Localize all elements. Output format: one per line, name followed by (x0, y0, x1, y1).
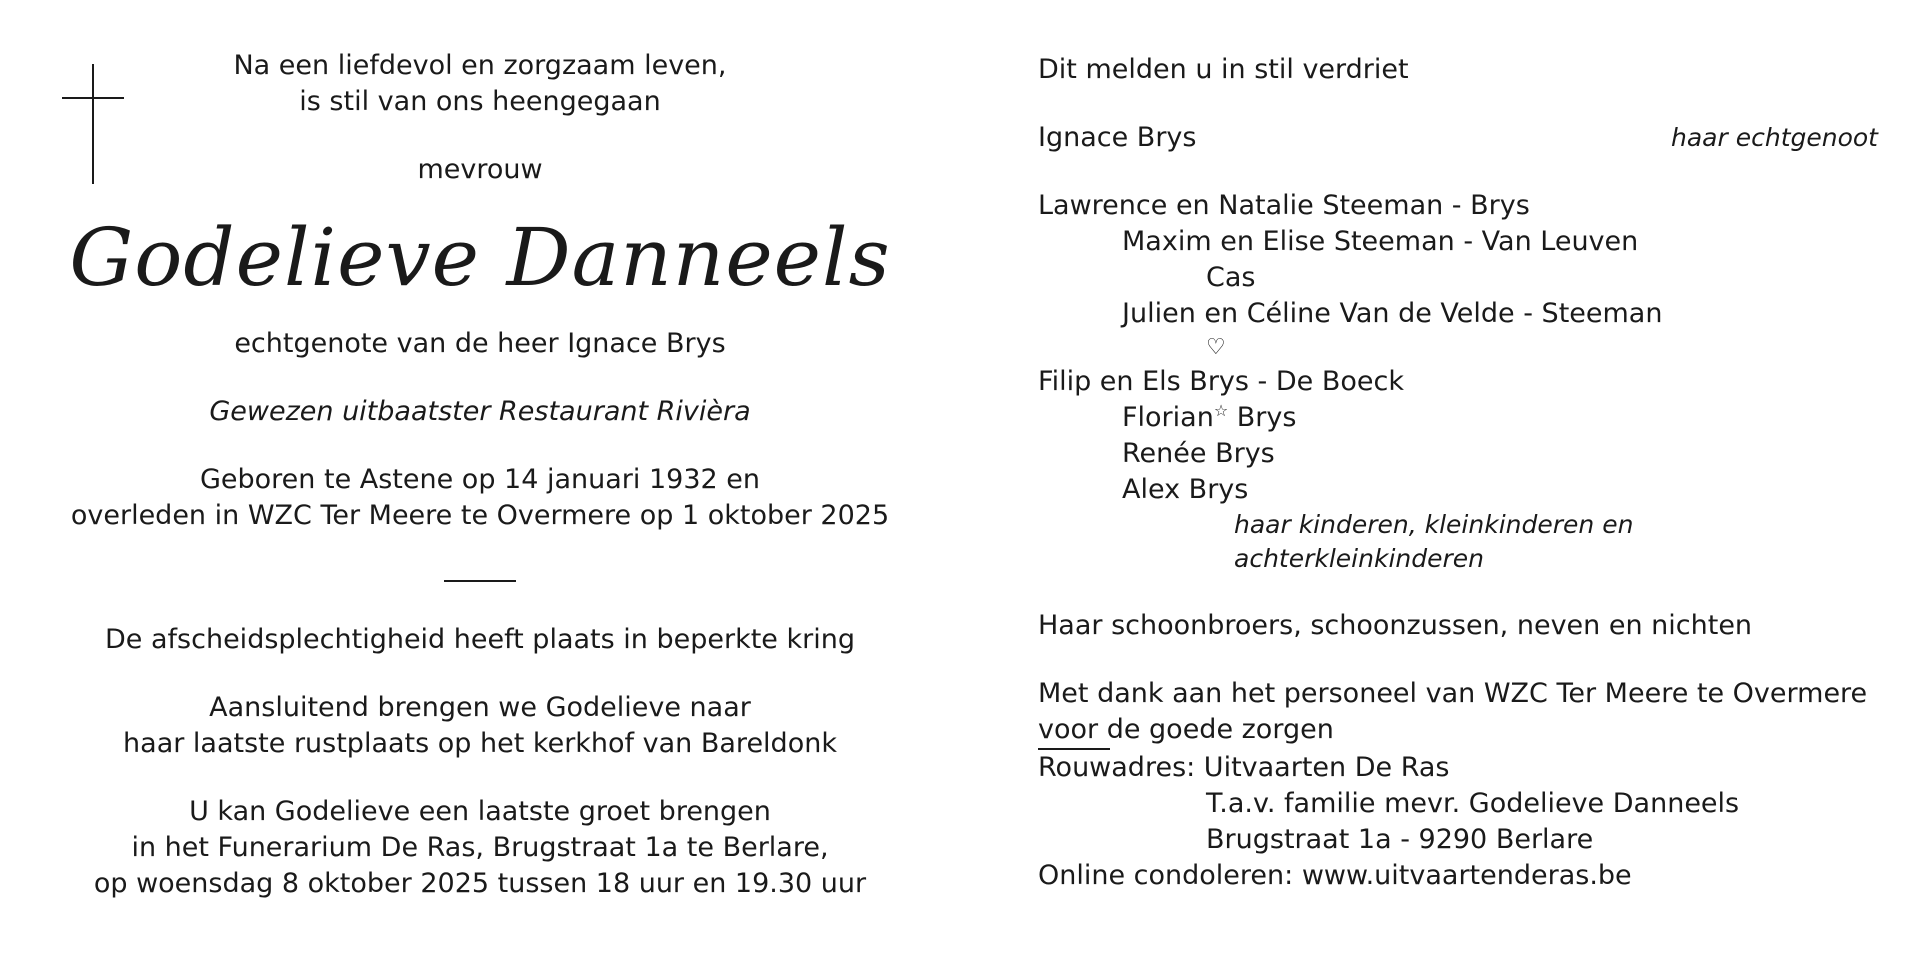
visit-line-1: U kan Godelieve een laatste groet brengen (189, 796, 771, 827)
ceremony-line: De afscheidsplechtigheid heeft plaats in beperkte kring (105, 624, 855, 655)
died-line: overleden in WZC Ter Meere te Overmere op 1 oktober 2025 (70, 500, 890, 531)
divider (444, 580, 516, 582)
intro-line-1: Na een liefdevol en zorgzaam leven, (233, 50, 727, 81)
deceased-name: Godelieve Danneels (69, 211, 891, 304)
online-condolence: Online condoleren: www.uitvaartenderas.be (1038, 860, 1632, 891)
address-label: Rouwadres: Uitvaarten De Ras (1038, 752, 1450, 783)
thanks-line-1: Met dank aan het personeel van WZC Ter Meere te Overmere (1038, 678, 1868, 709)
grandchild-5: Alex Brys (1122, 474, 1249, 505)
intro-line-2: is stil van ons heengegaan (299, 86, 661, 117)
spouse-line: echtgenote van de heer Ignace Brys (234, 328, 726, 359)
title-word: mevrouw (417, 154, 543, 185)
spouse-name: Ignace Brys (1038, 122, 1197, 153)
child-1: Lawrence en Natalie Steeman - Brys (1038, 190, 1530, 221)
born-line: Geboren te Astene op 14 januari 1932 en (199, 464, 761, 495)
grandchild-1: Maxim en Elise Steeman - Van Leuven (1122, 226, 1639, 257)
heart-icon: ♡ (1206, 335, 1226, 360)
grandchild-3 (1038, 400, 1878, 436)
address-line-2: T.a.v. familie mevr. Godelieve Danneels (1206, 788, 1740, 819)
thanks-line-2: voor de goede zorgen (1038, 714, 1334, 745)
burial-line-2: haar laatste rustplaats op het kerkhof van Bareldonk (123, 728, 837, 759)
grandchild-2: Julien en Céline Van de Velde - Steeman (1122, 298, 1663, 329)
family-group-role: haar kinderen, kleinkinderen en achterkleinkinderen (1234, 510, 1634, 573)
visit-line-2: in het Funerarium De Ras, Brugstraat 1a te Berlare, (131, 832, 829, 863)
spouse-role: haar echtgenoot (1671, 123, 1878, 152)
occupation: Gewezen uitbaatster Restaurant Rivièra (209, 396, 751, 427)
grandchild-3-name: Florian (1122, 402, 1214, 433)
opening-line: Dit melden u in stil verdriet (1038, 54, 1409, 85)
grandchild-4: Renée Brys (1122, 438, 1275, 469)
inlaws-line: Haar schoonbroers, schoonzussen, neven en nichten (1038, 610, 1753, 641)
left-column (40, 48, 920, 902)
right-column (1038, 52, 1878, 894)
address-line-3: Brugstraat 1a - 9290 Berlare (1206, 824, 1594, 855)
family-list (1038, 188, 1878, 576)
star-icon: ☆ (1213, 401, 1229, 420)
visit-line-3: op woensdag 8 oktober 2025 tussen 18 uur en 19.30 uur (93, 868, 867, 899)
grandchild-3-surname: Brys (1236, 402, 1297, 433)
burial-line-1: Aansluitend brengen we Godelieve naar (209, 692, 751, 723)
child-2: Filip en Els Brys - De Boeck (1038, 366, 1405, 397)
spouse-row (1038, 120, 1878, 156)
greatgrandchild-1: Cas (1206, 262, 1256, 293)
